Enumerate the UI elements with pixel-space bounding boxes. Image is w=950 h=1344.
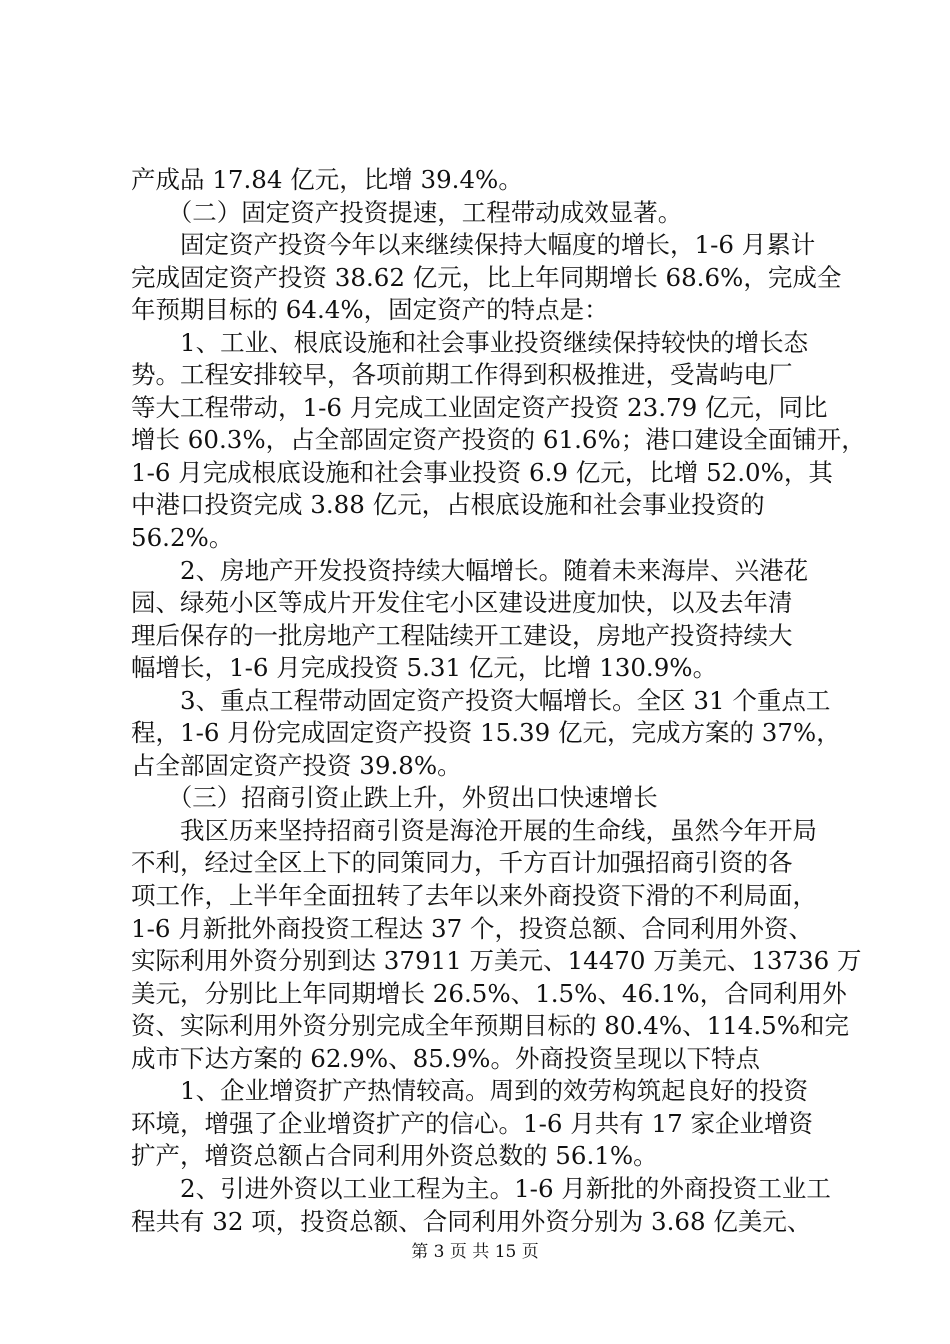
- text-line: 项工作，上半年全面扭转了去年以来外商投资下滑的不利局面，: [131, 881, 817, 911]
- text-line: 年预期目标的 64.4%，固定资产的特点是：: [131, 295, 609, 325]
- section-heading: （三）招商引资止跌上升，外贸出口快速增长: [131, 783, 658, 813]
- text-line: 实际利用外资分别到达 37911 万美元、14470 万美元、13736 万: [131, 946, 862, 976]
- text-line: 程，1-6 月份完成固定资产投资 15.39 亿元，完成方案的 37%，: [131, 718, 841, 748]
- text-line: 幅增长，1-6 月完成投资 5.31 亿元，比增 130.9%。: [131, 653, 718, 683]
- text-line: 势。工程安排较早，各项前期工作得到积极推进，受嵩屿电厂: [131, 360, 793, 390]
- text-line: 中港口投资完成 3.88 亿元，占根底设施和社会事业投资的: [131, 490, 765, 520]
- document-body: [131, 164, 866, 1238]
- text-line: 占全部固定资产投资 39.8%。: [131, 750, 462, 780]
- text-line: 1、企业增资扩产热情较高。周到的效劳构筑起良好的投资: [131, 1076, 809, 1106]
- text-line: 1-6 月完成根底设施和社会事业投资 6.9 亿元，比增 52.0%，其: [131, 457, 833, 487]
- text-line: 固定资产投资今年以来继续保持大幅度的增长，1-6 月累计: [131, 230, 816, 260]
- text-line: 理后保存的一批房地产工程陆续开工建设，房地产投资持续大: [131, 620, 793, 650]
- text-line: 1-6 月新批外商投资工程达 37 个，投资总额、合同利用外资、: [131, 913, 813, 943]
- text-line: 增长 60.3%，占全部固定资产投资的 61.6%；港口建设全面铺开，: [131, 425, 866, 455]
- text-line: 等大工程带动，1-6 月完成工业固定资产投资 23.79 亿元，同比: [131, 392, 828, 422]
- text-line: 完成固定资产投资 38.62 亿元，比上年同期增长 68.6%，完成全: [131, 262, 842, 292]
- text-line: 我区历来坚持招商引资是海沧开展的生命线，虽然今年开局: [131, 815, 817, 845]
- text-line: 1、工业、根底设施和社会事业投资继续保持较快的增长态: [131, 327, 809, 357]
- text-line: 不利，经过全区上下的同策同力，千方百计加强招商引资的各: [131, 848, 793, 878]
- text-line: 资、实际利用外资分别完成全年预期目标的 80.4%、114.5%和完: [131, 1011, 850, 1041]
- text-line: 扩产，增资总额占合同利用外资总数的 56.1%。: [131, 1141, 658, 1171]
- page-number-footer: 第 3 页 共 15 页: [411, 1242, 539, 1262]
- text-line: 环境，增强了企业增资扩产的信心。1-6 月共有 17 家企业增资: [131, 1108, 813, 1138]
- text-line: 3、重点工程带动固定资产投资大幅增长。全区 31 个重点工: [131, 685, 831, 715]
- section-heading: （二）固定资产投资提速，工程带动成效显著。: [131, 197, 683, 227]
- text-line: 园、绿苑小区等成片开发住宅小区建设进度加快，以及去年清: [131, 588, 793, 618]
- text-line: 美元，分别比上年同期增长 26.5%、1.5%、46.1%，合同利用外: [131, 978, 847, 1008]
- text-line: 产成品 17.84 亿元，比增 39.4%。: [131, 165, 523, 194]
- text-line: 成市下达方案的 62.9%、85.9%。外商投资呈现以下特点: [131, 1043, 760, 1073]
- text-line: 2、引进外资以工业工程为主。1-6 月新批的外商投资工业工: [131, 1173, 831, 1203]
- text-line: 2、房地产开发投资持续大幅增长。随着未来海岸、兴港花: [131, 555, 809, 585]
- text-line: 程共有 32 项，投资总额、合同利用外资分别为 3.68 亿美元、: [131, 1206, 812, 1236]
- text-line: 56.2%。: [131, 523, 234, 553]
